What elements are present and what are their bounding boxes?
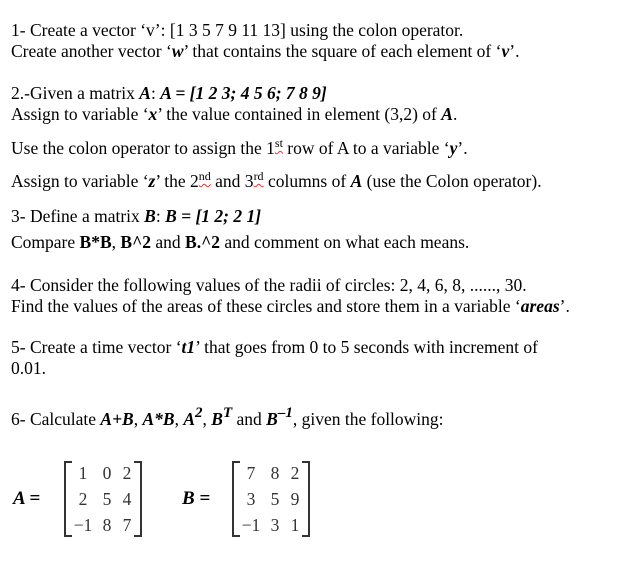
text: A [441, 104, 453, 124]
text: ’. [509, 41, 520, 61]
text: . [452, 104, 458, 124]
q3-line2 [11, 232, 469, 252]
text: B [211, 409, 223, 429]
q1-line1 [11, 20, 463, 40]
text: B [266, 409, 278, 429]
q6-line1 [11, 405, 444, 429]
text: , [174, 409, 184, 429]
q1-text: 1- Create a vector ‘v’: [1 3 5 7 9 11 13] using the colon operator. [11, 20, 464, 40]
text: : [150, 83, 161, 103]
text: , [111, 232, 121, 252]
text: ’. [457, 138, 468, 158]
text: areas [520, 296, 560, 316]
q2-line1 [11, 83, 327, 103]
text: A [350, 171, 363, 191]
text: B^2 [120, 232, 151, 252]
text: A*B [142, 409, 175, 429]
text: Assign to variable ‘ [11, 171, 149, 191]
text: and 3 [210, 171, 254, 191]
matrix-a-cell: 0 [102, 463, 112, 483]
text: : [155, 206, 166, 226]
matrix-a-cell: 7 [122, 515, 132, 535]
text: v [501, 41, 510, 61]
text: z [148, 171, 156, 191]
text: x [148, 104, 158, 124]
matrix-a-cell: 2 [122, 463, 132, 483]
matrix-b-cell: 3 [246, 489, 256, 509]
text: Assign to variable ‘ [11, 104, 149, 124]
text: B*B [79, 232, 112, 252]
matrix-b-label: B = [182, 488, 211, 509]
text: , given the following: [292, 409, 444, 429]
matrix-a-cell: 5 [102, 489, 112, 509]
text: , [133, 409, 143, 429]
matrix-b [232, 461, 310, 537]
superscript: –1 [277, 405, 293, 421]
text: columns of [263, 171, 351, 191]
text: ’ the value contained in element (3,2) of [157, 104, 442, 124]
superscript: T [222, 405, 233, 421]
matrix-a-cell: 8 [102, 515, 112, 535]
text: Use the colon operator to assign the 1 [11, 138, 275, 158]
text: 4- Consider the following values of the radii of circles: 2, 4, 6, 8, ......, 30. [11, 275, 527, 295]
matrix-b-cell: 1 [290, 515, 300, 535]
q2-line3 [11, 138, 468, 158]
text: ’ that goes from 0 to 5 seconds with increment of [195, 337, 538, 357]
matrix-a-label: A = [13, 488, 41, 509]
text: Compare [11, 232, 80, 252]
text: 2.-Given a matrix [11, 83, 140, 103]
q2-line4 [11, 171, 542, 191]
text: , [202, 409, 212, 429]
q2-line2 [11, 104, 457, 124]
matrix-b-cell: 3 [270, 515, 280, 535]
text: and comment on what each means. [219, 232, 470, 252]
text: and [232, 409, 267, 429]
text: 6- Calculate [11, 409, 101, 429]
q4-line2 [11, 296, 570, 316]
text: B = [1 2; 2 1] [165, 206, 262, 226]
text: B.^2 [185, 232, 220, 252]
text: A [183, 409, 196, 429]
matrix-b-cell: −1 [241, 515, 261, 535]
text: ’ that contains the square of each element of ‘ [183, 41, 502, 61]
matrix-b-cell: 9 [290, 489, 300, 509]
matrix-a-cell: 2 [78, 489, 88, 509]
text: and [150, 232, 186, 252]
text: A [139, 83, 151, 103]
matrix-b-cell: 5 [270, 489, 280, 509]
q5-line2 [11, 358, 46, 378]
matrix-b-cell: 8 [270, 463, 280, 483]
superscript: rd [253, 169, 264, 183]
text: Create another vector ‘ [11, 41, 172, 61]
q1-line2 [11, 41, 519, 61]
q3-line1 [11, 206, 261, 226]
text: w [171, 41, 184, 61]
superscript: nd [198, 169, 211, 183]
text: row of A to a variable ‘ [282, 138, 450, 158]
matrix-a-cell: 4 [122, 489, 132, 509]
text: 3- Define a matrix [11, 206, 145, 226]
text: ’. [559, 296, 570, 316]
text: t1 [181, 337, 196, 357]
matrix-a-cell: −1 [73, 515, 93, 535]
matrix-a [64, 461, 142, 537]
text: 5- Create a time vector ‘ [11, 337, 182, 357]
superscript: 2 [195, 405, 203, 421]
text: A = [1 2 3; 4 5 6; 7 8 9] [160, 83, 327, 103]
superscript: st [274, 136, 283, 150]
matrix-b-cell: 2 [290, 463, 300, 483]
text: B [144, 206, 156, 226]
text: 0.01. [11, 358, 46, 378]
text: (use the Colon operator). [362, 171, 542, 191]
matrix-b-cell: 7 [246, 463, 256, 483]
text: Find the values of the areas of these circles and store them in a variable ‘ [11, 296, 521, 316]
text: ’ the 2 [155, 171, 199, 191]
q5-line1 [11, 337, 538, 357]
matrix-a-cell: 1 [78, 463, 88, 483]
text: A+B [100, 409, 134, 429]
q4-line1 [11, 275, 527, 295]
text: y [449, 138, 458, 158]
